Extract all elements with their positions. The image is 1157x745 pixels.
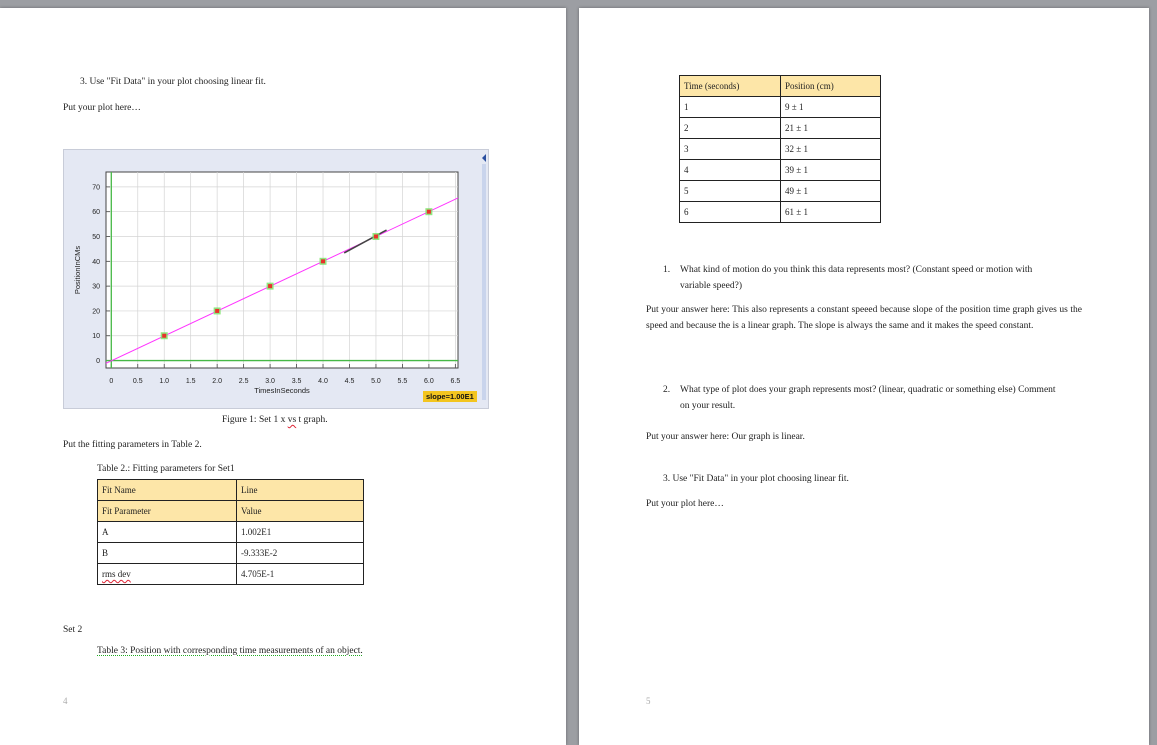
x-tick-label: 1.5 — [185, 378, 196, 385]
y-tick-label: 40 — [92, 258, 100, 266]
data-point — [162, 334, 166, 338]
table-cell: 4.705E-1 — [237, 564, 364, 585]
table-cell: 5 — [680, 181, 781, 202]
x-tick-label: 2.0 — [212, 378, 223, 385]
y-tick-label: 50 — [92, 234, 100, 242]
x-tick-label: 6.0 — [424, 378, 434, 385]
table-row — [98, 522, 364, 543]
figure-caption-pre: Figure 1: Set 1 x — [222, 415, 288, 425]
answer-1: Put your answer here: This also represents a constant speeed because slope of the position time graph gives us the speed and because the is a linear graph. The slope is always the same and it makes the speed constant. — [646, 305, 1082, 331]
table-subheader-row — [98, 501, 364, 522]
table-cell: 6 — [680, 202, 781, 223]
x-tick-label: 4.0 — [318, 378, 328, 385]
table-cell: 1.002E1 — [237, 522, 364, 543]
y-tick-label: 60 — [92, 209, 100, 217]
table-row — [98, 543, 364, 564]
table-cell: 2 — [680, 118, 781, 139]
figure-caption — [222, 414, 328, 427]
data-point — [321, 259, 325, 263]
table-cell: 32 ± 1 — [781, 139, 881, 160]
x-tick-label: 2.5 — [238, 378, 249, 385]
table-cell: A — [98, 522, 237, 543]
page-number: 4 — [63, 696, 68, 706]
table-cell: Value — [237, 501, 364, 522]
table-cell: 61 ± 1 — [781, 202, 881, 223]
x-tick-label: 5.5 — [397, 378, 408, 385]
rms-dev-label: rms dev — [102, 569, 131, 579]
table-cell: Line — [237, 480, 364, 501]
figure-caption-post: t graph. — [296, 415, 328, 425]
table-row — [98, 564, 364, 585]
x-tick-label: 4.5 — [344, 378, 355, 385]
table-row — [680, 97, 881, 118]
table-cell: B — [98, 543, 237, 564]
fitting-parameters-table — [97, 479, 364, 585]
data-point — [215, 309, 219, 313]
table-cell: 1 — [680, 97, 781, 118]
table-cell: 4 — [680, 160, 781, 181]
table-cell: 21 ± 1 — [781, 118, 881, 139]
q1-text: What kind of motion do you think this data represents most? (Constant speed or motion with variable speed?) — [680, 265, 1033, 291]
position-time-table — [679, 75, 881, 223]
y-tick-label: 10 — [92, 333, 100, 341]
data-point — [374, 235, 378, 239]
x-tick-label: 1.0 — [159, 378, 170, 385]
step3-instruction: 3. Use "Fit Data" in your plot choosing linear fit. — [663, 474, 849, 484]
slope-badge: slope=1.00E1 — [423, 391, 477, 402]
table-row — [680, 181, 881, 202]
answer-2: Put your answer here: Our graph is linear. — [646, 432, 805, 442]
plot-prompt: Put your plot here… — [646, 499, 724, 509]
table-row — [680, 160, 881, 181]
table-cell: Time (seconds) — [680, 76, 781, 97]
step3-instruction: 3. Use "Fit Data" in your plot choosing linear fit. — [80, 77, 266, 87]
page-number: 5 — [646, 696, 651, 706]
scroll-track — [482, 164, 486, 400]
data-point — [268, 284, 272, 288]
y-axis-label: PositionInCMs — [73, 245, 82, 295]
fitting-instruction: Put the fitting parameters in Table 2. — [63, 440, 202, 450]
q1-number: 1. — [663, 265, 671, 275]
table-cell: 49 ± 1 — [781, 181, 881, 202]
table-cell: -9.333E-2 — [237, 543, 364, 564]
table-cell: 9 ± 1 — [781, 97, 881, 118]
table-header-row — [98, 480, 364, 501]
position-time-plot[interactable] — [63, 149, 489, 409]
table-cell: 3 — [680, 139, 781, 160]
page-4 — [0, 8, 566, 745]
x-tick-label: 3.5 — [291, 378, 302, 385]
table-cell — [98, 564, 237, 585]
q2-number: 2. — [663, 385, 671, 395]
page-5 — [579, 8, 1149, 745]
y-tick-label: 20 — [92, 308, 100, 316]
table-row — [680, 118, 881, 139]
plot-prompt: Put your plot here… — [63, 103, 141, 113]
x-tick-label: 0.5 — [132, 378, 143, 385]
x-tick-label: 5.0 — [371, 378, 381, 385]
x-tick-label: 0 — [109, 378, 114, 385]
figure-caption-vs: vs — [287, 415, 297, 425]
data-point — [427, 210, 431, 214]
q2-text: What type of plot does your graph represents most? (linear, quadratic or something else) Comment on your result. — [680, 385, 1056, 411]
table-cell: Fit Name — [98, 480, 237, 501]
y-tick-label: 70 — [92, 184, 100, 192]
y-tick-label: 0 — [96, 358, 100, 366]
x-tick-label: 3.0 — [265, 378, 275, 385]
y-tick-label: 30 — [92, 283, 100, 291]
table-cell: Fit Parameter — [98, 501, 237, 522]
chart-svg — [64, 150, 488, 408]
collapse-arrow-icon — [482, 154, 486, 162]
table2-caption: Table 2.: Fitting parameters for Set1 — [97, 464, 235, 474]
table3-caption: Table 3: Position with corresponding time measurements of an object. — [97, 646, 363, 656]
set2-label: Set 2 — [63, 625, 83, 635]
table-cell: 39 ± 1 — [781, 160, 881, 181]
x-axis-label: TimesInSeconds — [254, 386, 310, 395]
table-row — [680, 202, 881, 223]
table-row — [680, 139, 881, 160]
x-tick-label: 6.5 — [450, 378, 461, 385]
table-header-row — [680, 76, 881, 97]
table-cell: Position (cm) — [781, 76, 881, 97]
